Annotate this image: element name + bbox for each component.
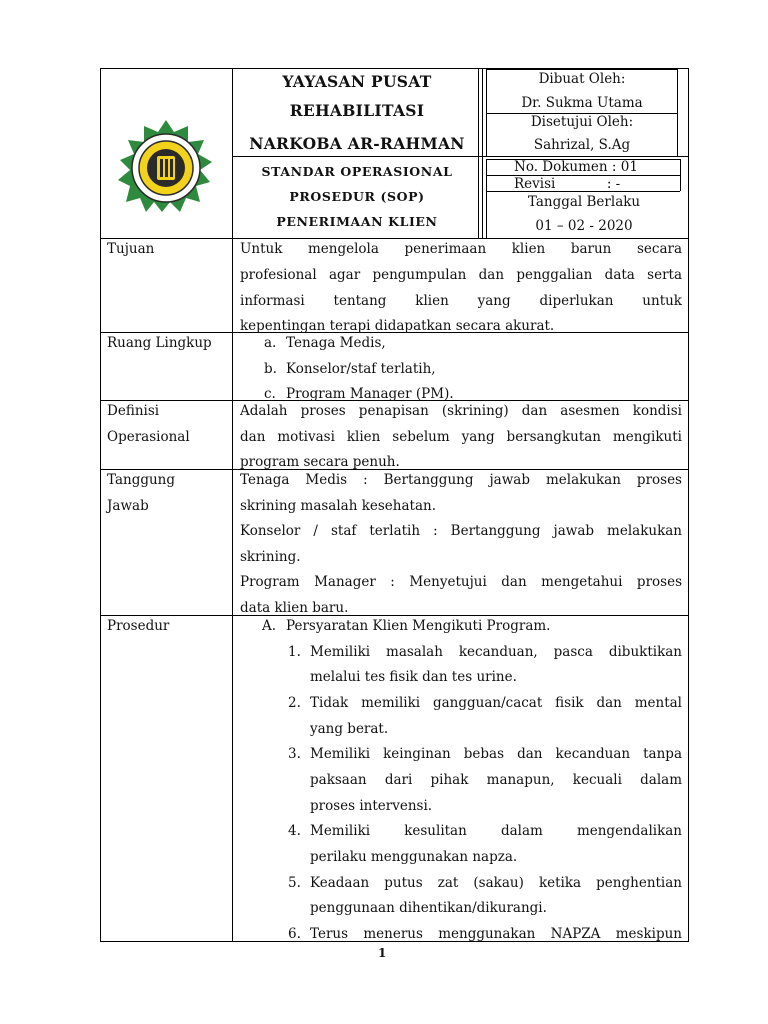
disetujui-label: Disetujui Oleh:	[530, 114, 634, 130]
prosedur-item-marker: 4.	[288, 823, 301, 839]
sig-box-top	[486, 69, 678, 70]
tanggung-line-3: Konselor / staf terlatih : Bertanggung jawab melakukan	[240, 523, 682, 539]
ruang-item-marker: a.	[264, 335, 277, 351]
prosedur-item-line: Memiliki masalah kecanduan, pasca dibuktikan	[310, 644, 682, 660]
tanggung-label-line-1: Tanggung	[107, 472, 176, 488]
prosedur-item-line: yang berat.	[310, 721, 389, 737]
definisi-line-2: dan motivasi klien sebelum yang bersangkutan mengikuti	[240, 429, 682, 445]
revisi: Revisi : -	[514, 176, 621, 192]
org-name-line-3: NARKOBA AR-RAHMAN	[249, 134, 465, 153]
prosedur-item-line: Tidak memiliki gangguan/cacat fisik dan mental	[310, 695, 682, 711]
tanggung-line-1: Tenaga Medis : Bertanggung jawab melakukan proses	[240, 472, 682, 488]
ruang-lingkup-label: Ruang Lingkup	[107, 335, 212, 351]
prosedur-item-marker: 2.	[288, 695, 301, 711]
prosedur-item-line: penggunaan dihentikan/dikurangi.	[310, 900, 547, 916]
tujuan-line-2: profesional agar pengumpulan dan penggalian data serta	[240, 267, 682, 283]
tanggung-line-5: Program Manager : Menyetujui dan mengetahui proses	[240, 574, 682, 590]
disetujui-name: Sahrizal, S.Ag	[533, 137, 631, 153]
tanggung-line-6: data klien baru.	[240, 600, 349, 616]
tujuan-label: Tujuan	[107, 241, 155, 257]
prosedur-item-line: Memiliki keinginan bebas dan kecanduan tanpa	[310, 746, 682, 762]
prosedur-item-line: perilaku menggunakan napza.	[310, 849, 518, 865]
column-divider	[232, 68, 233, 942]
prosedur-item-line: Memiliki kesulitan dalam mengendalikan	[310, 823, 682, 839]
definisi-line-3: program secara penuh.	[240, 454, 400, 470]
prosedur-item-marker: 5.	[288, 875, 301, 891]
tujuan-line-4: kepentingan terapi didapatkan secara akurat.	[240, 318, 555, 334]
definisi-label-line-1: Definisi	[107, 403, 160, 419]
definisi-label-line-2: Operasional	[107, 429, 190, 445]
prosedur-item-line: Terus menerus menggunakan NAPZA meskipun	[310, 926, 682, 942]
ruang-item-marker: b.	[264, 361, 277, 377]
tanggal-label: Tanggal Berlaku	[527, 194, 641, 210]
header-divider-b	[482, 68, 483, 238]
prosedur-item-marker: 6.	[288, 926, 301, 942]
ruang-item-marker: c.	[264, 386, 276, 402]
org-name-line-2: REHABILITASI	[289, 101, 425, 120]
header-divider-a	[478, 68, 479, 238]
prosedur-item-marker: 3.	[288, 746, 301, 762]
prosedur-item-marker: 1.	[288, 644, 301, 660]
rehab-foundation-seal-icon	[116, 118, 216, 218]
page-number: 1	[378, 946, 387, 960]
prosedur-item-line: proses intervensi.	[310, 798, 433, 814]
prosedur-item-line: Keadaan putus zat (sakau) ketika penghentian	[310, 875, 682, 891]
tujuan-line-1: Untuk mengelola penerimaan klien barun secara	[240, 241, 682, 257]
ruang-item-text: Konselor/staf terlatih,	[286, 361, 436, 377]
tanggung-line-4: skrining.	[240, 549, 301, 565]
definisi-line-1: Adalah proses penapisan (skrining) dan asesmen kondisi	[240, 403, 682, 419]
dibuat-name: Dr. Sukma Utama	[521, 95, 643, 111]
ruang-item-text: Program Manager (PM).	[286, 386, 454, 402]
doc-title-line-1: STANDAR OPERASIONAL	[261, 164, 453, 179]
doc-title-line-2: PROSEDUR (SOP)	[289, 189, 425, 204]
prosedur-section-title: Persyaratan Klien Mengikuti Program.	[286, 618, 551, 634]
tanggung-line-2: skrining masalah kesehatan.	[240, 498, 436, 514]
dibuat-label: Dibuat Oleh:	[538, 71, 626, 87]
sig-box-bottom	[483, 156, 689, 157]
no-dokumen: No. Dokumen : 01	[514, 159, 638, 175]
prosedur-item-line: paksaan dari pihak manapun, kecuali dalam	[310, 772, 682, 788]
org-name-line-1: YAYASAN PUSAT	[282, 72, 432, 91]
tanggung-label-line-2: Jawab	[107, 498, 149, 514]
prosedur-label: Prosedur	[107, 618, 170, 634]
prosedur-item-line: melalui tes fisik dan tes urine.	[310, 669, 517, 685]
table-border-right	[688, 68, 689, 942]
foundation-logo	[116, 118, 216, 218]
doc-title-line-3: PENERIMAAN KLIEN	[276, 214, 438, 229]
table-border-left	[100, 68, 101, 942]
ruang-item-text: Tenaga Medis,	[286, 335, 386, 351]
tanggal-value: 01 – 02 - 2020	[535, 218, 633, 234]
header-mid-line	[232, 156, 482, 157]
tujuan-line-3: informasi tentang klien yang diperlukan untuk	[240, 293, 682, 309]
prosedur-section-marker: A.	[262, 618, 277, 634]
doc-box-right	[680, 159, 681, 191]
